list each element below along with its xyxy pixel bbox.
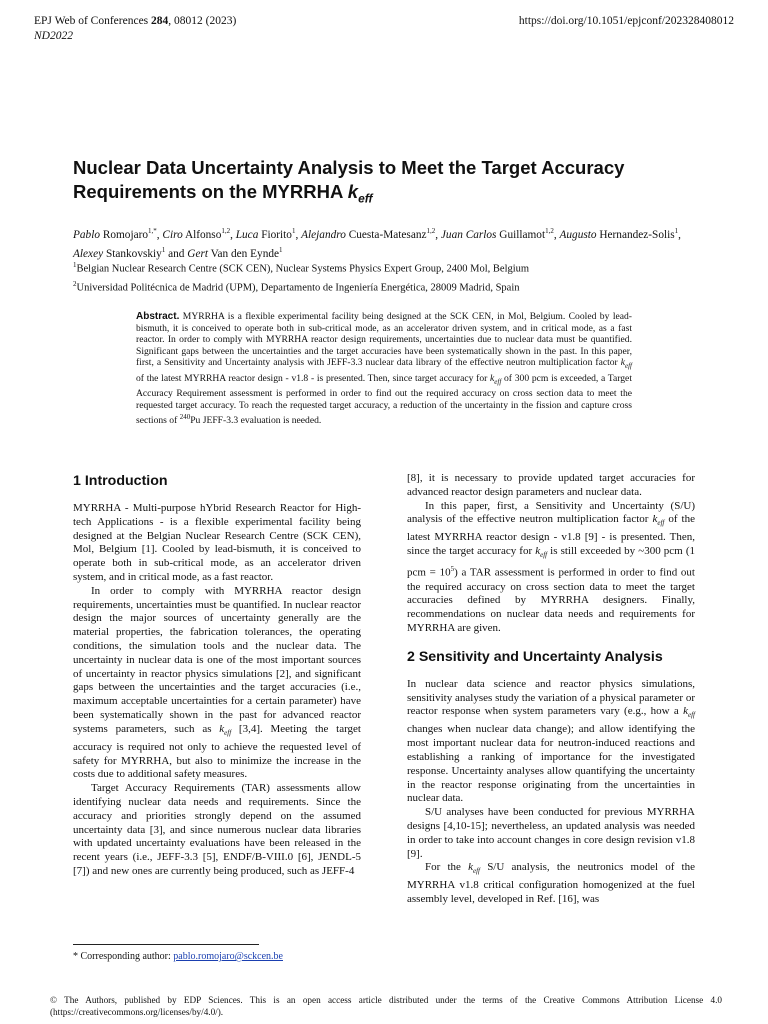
author: Juan Carlos Guillamot$^{1,2}$ bbox=[440, 227, 554, 241]
author: Gert Van den Eynde$^1$ bbox=[187, 245, 283, 260]
paragraph: In order to comply with MYRRHA reactor design requirements, uncertainties must be quantified. In nuclear reactor design the major sources of uncertainty generally are the material properties, the fabrication tolerances, the operating conditions, the simulation tools and the nuclear data. The uncertainty in nuclear data is one of the most important sources of uncertainty in reactor physics simulations [2], and significant gaps between the uncertainties and the target accuracies (i.e., maximum acceptable uncertainties for a certain parameter) have been systematically shown in the past for advanced reactor systems parameters, such as $k_{eff}$ [3,4]. Meeting the target accuracy is required not only to achieve the requested level of safety for MYRRHA, but also to minimize the increase in the costs due to additional safety measures. bbox=[73, 584, 361, 781]
author: Augusto Hernandez-Solis$^1$ bbox=[559, 227, 679, 241]
license-notice: © The Authors, published by EDP Sciences. This is an open access article distributed under the terms of the Creative Commons Attribution License 4.0 (https://creativecommons.org/licenses/by/4.0/). bbox=[50, 995, 722, 1017]
affiliation: $^1$Belgian Nuclear Research Centre (SCK CEN), Nuclear Systems Physics Expert Group, 2400 Mol, Belgium bbox=[73, 261, 530, 275]
left-column bbox=[73, 472, 361, 879]
abstract: Abstract. MYRRHA is a flexible experimental facility being designed at the SCK CEN, in Mol, Belgium. Cooled by lead-bismuth, it is conceived to operate both in sub-critical mode, as an accelerator driven system, and in critical mode, as a fast reactor. In order to comply with MYRRHA reactor design requirements, uncertainties due to nuclear data must be quantified. Significant gaps between the uncertainties and the target accuracies have been systematically shown in the past. In this paper, first, a Sensitivity and Uncertainty analysis with JEFF-3.3 nuclear data library of the effective neutron multiplication factor $k_{eff}$ of the latest MYRRHA reactor design - v1.8 - is presented. Then, since target accuracy for $k_{eff}$ of 300 pcm is exceeded, a Target Accuracy Requirement assessment is performed in order to find out the required accuracy on cross section data to meet the requested target accuracy. To reach the requested target accuracy, a reduction of the uncertainty in the fission and capture cross sections of $^{240}$Pu JEFF-3.3 evaluation is needed. bbox=[136, 311, 632, 426]
paragraph: For the $k_{eff}$ S/U analysis, the neutronics model of the MYRRHA v1.8 critical configuration homogenized at the fuel assembly level, developed in Ref. [16], was bbox=[407, 861, 695, 906]
affiliation: $^2$Universidad Politécnica de Madrid (UPM), Departamento de Ingeniería Energética, 28009 Madrid, Spain bbox=[73, 279, 520, 293]
affiliations bbox=[73, 258, 698, 295]
right-column bbox=[407, 472, 695, 907]
author: Alexey Stankovskiy$^1$ bbox=[73, 245, 166, 260]
author: Pablo Romojaro$^{1,*}$ bbox=[73, 227, 157, 241]
author: Alejandro Cuesta-Matesanz$^{1,2}$ bbox=[301, 227, 436, 241]
paragraph: MYRRHA - Multi-purpose hYbrid Research Reactor for High-tech Applications - is a flexible experimental facility being designed at the Belgian Nuclear Research Centre (SCK CEN), Mol, Belgium [1]. Cooled by lead-bismuth, it is conceived to operate both in sub-critical mode, as an accelerator driven system, and in critical mode, as a fast reactor. bbox=[73, 502, 361, 583]
paragraph: S/U analyses have been conducted for previous MYRRHA designs [4,10-15]; nevertheless, an updated analysis was needed in order to take into account changes in core design revision v1.8 [9]. bbox=[407, 806, 695, 860]
doi-link[interactable]: https://doi.org/10.1051/epjconf/202328408012 bbox=[518, 15, 734, 27]
corresponding-email-link[interactable]: pablo.romojaro@sckcen.be bbox=[173, 951, 283, 962]
abstract-label: Abstract. bbox=[136, 311, 180, 322]
conference-label: ND2022 bbox=[34, 30, 73, 42]
section-heading-su-analysis: 2 Sensitivity and Uncertainty Analysis bbox=[407, 648, 663, 665]
author: Ciro Alfonso$^{1,2}$ bbox=[162, 227, 231, 241]
paragraph: Target Accuracy Requirements (TAR) assessments allow identifying nuclear data needs and requirements. Since the accuracy and priorities strongly depend on the assumed uncertainty data [3], and since numerous nuclear data libraries with updated uncertainty evaluations have been released in the recent years (i.e., JEFF-3.3 [5], ENDF/B-VIII.0 [6], JENDL-5 [7]) and new ones are currently being produced, such as JEFF-4 bbox=[73, 782, 361, 877]
paper-title: Nuclear Data Uncertainty Analysis to Meet the Target Accuracy Requirements on the MYRRHA $k_{eff}$ bbox=[73, 157, 625, 206]
paragraph: [8], it is necessary to provide updated target accuracies for advanced reactor design parameters and nuclear data. bbox=[407, 472, 695, 498]
section-heading-introduction: 1 Introduction bbox=[73, 473, 168, 489]
footnote: * Corresponding author: pablo.romojaro@sckcen.be bbox=[73, 951, 283, 962]
footnote-divider bbox=[73, 944, 259, 945]
author: Luca Fiorito$^1$ bbox=[235, 227, 296, 241]
paragraph: In nuclear data science and reactor physics simulations, sensitivity analyses study the variation of a physical parameter or reactor response when system parameters vary (e.g., how a $k_{eff}$ changes when nuclear data change); and allow identifying the most important nuclear data for neutron-induced reactions and establishing a ranking of importance for the investigated response. Uncertainty analyses allow quantifying the uncertainty in the reactor response originating from the uncertainties in nuclear data. bbox=[407, 677, 695, 805]
paragraph: In this paper, first, a Sensitivity and Uncertainty (S/U) analysis of the effective neutron multiplication factor $k_{eff}$ of the latest MYRRHA reactor design - v1.8 [9] - is presented. Then, since the target accuracy for $k_{eff}$ is still exceeded by ~300 pcm (1 pcm = $10^5$) a TAR assessment is performed in order to find out the required accuracy on cross section data to meet the target accuracies defined by MYRRHA designers. Finally, recommendations on nuclear data needs and requirements for MYRRHA are given. bbox=[407, 499, 695, 634]
journal-citation: EPJ Web of Conferences 284, 08012 (2023) bbox=[34, 15, 237, 27]
running-header bbox=[34, 14, 734, 44]
author-list: Pablo Romojaro$^{1,*}$, Ciro Alfonso$^{1,2}$, Luca Fiorito$^1$, Alejandro Cuesta-Matesanz$^{1,2}$, Juan Carlos Guillamot$^{1,2}$, Augusto Hernandez-Solis$^1$, Alexey Stankovskiy$^1$ and Gert Van den Eynde$^1$ bbox=[73, 227, 681, 260]
